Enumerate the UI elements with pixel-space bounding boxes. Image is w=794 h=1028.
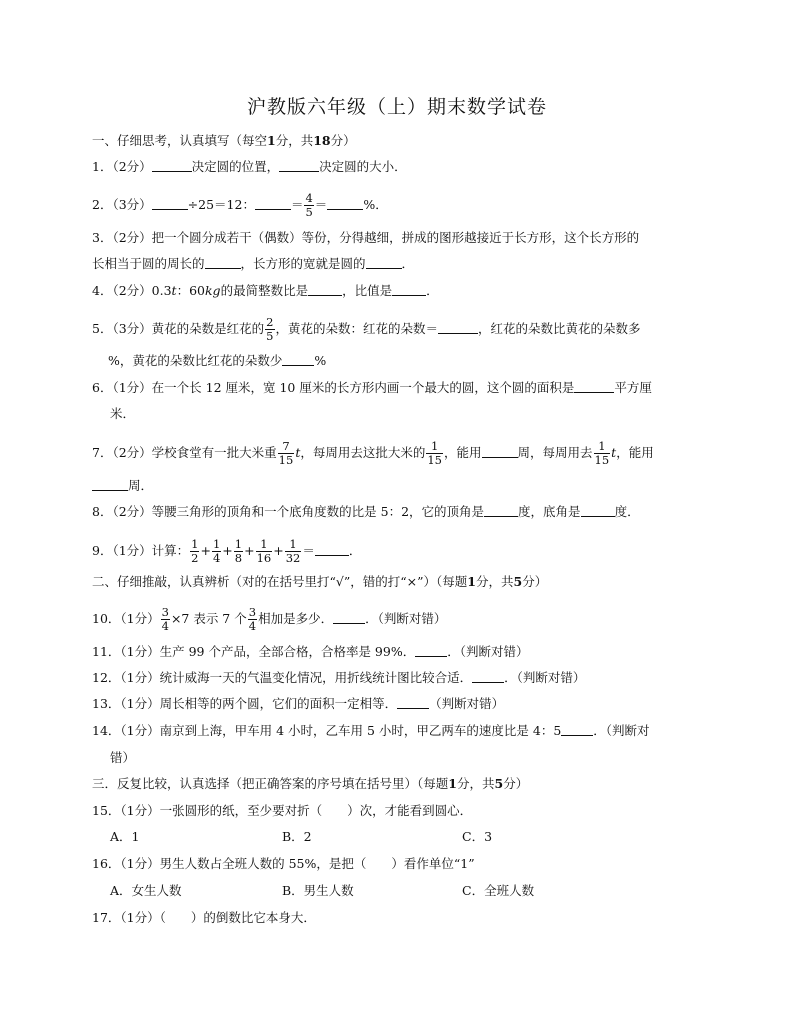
q10-fraction-2 [248, 606, 257, 633]
q2-fraction-num: 4 [305, 191, 313, 205]
q7-text-c: 周，每周用去 [517, 445, 593, 460]
section-1-heading [92, 133, 356, 149]
q3-blank-1[interactable] [205, 256, 241, 269]
q7-blank-1[interactable] [482, 445, 518, 458]
q9-frac4-num: 1 [256, 538, 273, 552]
section-3-text: 三．反复比较，认真选择（把正确答案的序号填在括号里）（每题 [92, 776, 449, 791]
q7-prefix: 7．（2分）学校食堂有一批大米重 [92, 445, 277, 460]
section-1-text-mid: 分，共 [275, 133, 314, 148]
q2-equals: ＝ [290, 197, 304, 212]
q2-fraction-den: 5 [305, 205, 313, 219]
q7-unit-t-2: t [611, 445, 617, 460]
section-1-text-end: 分） [330, 133, 356, 148]
q2-fraction [304, 192, 313, 219]
q1-text-a: 决定圆的位置， [191, 159, 280, 174]
q9-fraction-5 [285, 538, 302, 565]
q4-mid: ：60 [176, 283, 205, 298]
q9-frac2-num: 1 [212, 537, 221, 551]
q10-text-a: ×7 表示 7 个 [170, 611, 247, 626]
q10-frac2-den: 4 [248, 619, 257, 633]
q4-prefix: 4．（2分）0.3 [92, 283, 172, 298]
q13-blank[interactable] [397, 696, 429, 709]
q5-blank-2[interactable] [92, 354, 108, 366]
q7-unit-t: t [295, 445, 301, 460]
question-8 [92, 504, 640, 520]
section-1-text: 一、仔细思考，认真填写（每空 [92, 133, 268, 148]
q5-prefix: 5．（3分）黄花的朵数是红花的 [92, 321, 265, 336]
q15-option-a[interactable]: A．1 [110, 829, 140, 844]
section-2-text: 二、仔细推敲，认真辨析（对的在括号里打“√”，错的打“×”）（每题 [92, 574, 468, 589]
q4-blank-1[interactable] [308, 283, 342, 296]
q3-text-b: ，长方形的宽就是圆的 [240, 256, 366, 271]
q5-text-l2a: %，黄花的朵数比红花的朵数少 [108, 353, 283, 368]
q7-frac2-den: 15 [427, 453, 442, 467]
q5-text-a: ，黄花的朵数：红花的朵数＝ [275, 321, 439, 336]
q7-frac3-num: 1 [594, 440, 611, 454]
section-2-total: 5 [513, 574, 523, 589]
q11-text: 11．（1分）生产 99 个产品，全部合格，合格率是 99%． [92, 644, 416, 659]
q9-prefix: 9．（1分）计算： [92, 543, 190, 558]
q9-plus-4: + [273, 543, 284, 558]
q3-text-a: 长相当于圆的周长的 [92, 256, 205, 271]
section-2-points: 1 [467, 574, 476, 589]
q9-frac1-num: 1 [191, 537, 199, 551]
section-3-text-mid: 分，共 [456, 776, 495, 791]
question-9 [92, 538, 361, 565]
q10-frac1-num: 3 [161, 605, 169, 619]
q2-blank-1[interactable] [152, 197, 188, 210]
section-2-heading [92, 574, 547, 590]
q11-blank[interactable] [415, 644, 447, 657]
q9-fraction-3 [234, 538, 243, 565]
q7-fraction-1 [278, 440, 295, 467]
q5-fraction [265, 316, 274, 343]
q7-text-a: ，每周用去这批大米的 [300, 445, 426, 460]
question-5-line-1 [92, 316, 641, 343]
q3-blank-2[interactable] [366, 256, 402, 269]
section-3-total: 5 [494, 776, 504, 791]
q13-text: 13．（1分）周长相等的两个圆，它们的面积一定相等． [92, 696, 398, 711]
question-14-line-2: 错） [110, 750, 136, 765]
q12-text: 12．（1分）统计威海一天的气温变化情况，用折线统计图比较合适． [92, 670, 473, 685]
q15-option-c[interactable]: C．3 [462, 829, 493, 844]
question-3-line-2 [92, 256, 414, 272]
q4-text-c: ． [426, 283, 439, 298]
q8-text-a: 度，底角是 [518, 504, 581, 519]
q16-option-a[interactable]: A．女生人数 [110, 883, 182, 898]
q4-blank-2[interactable] [392, 283, 426, 296]
q9-fraction-2 [212, 538, 221, 565]
q9-fraction-4 [256, 538, 273, 565]
q2-equals-2: ＝ [314, 197, 328, 212]
q3-text-c: ． [401, 256, 415, 271]
section-1-total: 18 [313, 133, 331, 148]
q6-text: 6．（1分）在一个长 12 厘米，宽 10 厘米的长方形内画一个最大的圆，这个圆的面积是 [92, 380, 575, 395]
q9-end: ． [348, 543, 362, 558]
q8-blank-1[interactable] [484, 504, 518, 517]
q7-fraction-3 [594, 440, 611, 467]
q2-percent: %． [363, 197, 388, 212]
q1-blank-2[interactable] [279, 159, 319, 172]
q7-text-l2: 周． [128, 478, 154, 493]
q2-blank-2[interactable] [255, 197, 291, 210]
q7-frac1-num: 7 [278, 440, 295, 454]
question-7-line-1 [92, 440, 654, 467]
q2-prefix: 2．（3分） [92, 197, 152, 212]
q14-text: 14．（1分）南京到上海，甲车用 4 小时，乙车用 5 小时，甲乙两车的速度比是 4：5 [92, 723, 562, 738]
q2-blank-3[interactable] [327, 197, 363, 210]
question-14-line-1 [92, 723, 650, 739]
q9-equals: ＝ [302, 543, 315, 558]
q10-frac2-num: 3 [248, 605, 257, 619]
q2-text-a: ÷25＝12： [187, 197, 255, 212]
q5-text-b: ，红花的朵数比黄花的朵数多 [478, 321, 641, 336]
q5-blank-1[interactable] [438, 321, 478, 334]
question-16: 16．（1分）男生人数占全班人数的 55%，是把（ ）看作单位“1” [92, 856, 475, 871]
q9-frac5-den: 32 [285, 551, 301, 565]
q16-option-c[interactable]: C．全班人数 [462, 883, 535, 898]
q6-blank[interactable] [574, 380, 614, 393]
q7-text-b: ，能用 [444, 445, 482, 460]
q4-unit-kg: kg [204, 283, 221, 298]
q1-prefix: 1．（2分） [92, 159, 152, 174]
q9-fraction-1 [190, 538, 199, 565]
q7-frac1-den: 15 [278, 453, 294, 467]
q7-fraction-2 [426, 440, 443, 467]
exam-title: 沪教版六年级（上）期末数学试卷 [246, 96, 547, 118]
q7-frac3-den: 15 [594, 453, 610, 467]
q7-blank-2[interactable] [92, 478, 128, 491]
question-10 [92, 606, 446, 633]
q10-fraction-1 [161, 606, 170, 633]
q10-text-b: 相加是多少． [258, 611, 334, 626]
section-3-points: 1 [448, 776, 457, 791]
q9-frac3-den: 8 [234, 551, 243, 565]
q5-fraction-den: 5 [266, 329, 274, 343]
question-11 [92, 644, 528, 660]
q9-frac4-den: 16 [256, 551, 272, 565]
question-13 [92, 696, 504, 712]
question-2 [92, 192, 388, 219]
q8-blank-2[interactable] [581, 504, 615, 517]
q9-plus-1: + [200, 543, 211, 558]
q8-prefix: 8．（2分）等腰三角形的顶角和一个底角度数的比是 5：2，它的顶角是 [92, 504, 485, 519]
q15-option-b[interactable]: B．2 [282, 829, 312, 844]
q9-plus-2: + [222, 543, 233, 558]
q10-prefix: 10．（1分） [92, 611, 160, 626]
question-17: 17．（1分）（ ）的倒数比它本身大． [92, 910, 316, 925]
q9-frac3-num: 1 [234, 537, 243, 551]
q9-blank[interactable] [315, 543, 349, 556]
question-1 [92, 159, 407, 175]
q10-text-c: ．（判断对错） [365, 611, 447, 626]
section-2-text-end: 分） [522, 574, 548, 589]
q10-blank[interactable] [333, 611, 365, 624]
question-7-line-2 [92, 478, 153, 494]
q10-frac1-den: 4 [161, 619, 169, 633]
question-3-line-1: 3．（2分）把一个圆分成若干（偶数）等份，分得越细，拼成的图形越接近于长方形，这个长方形的 [92, 230, 640, 245]
q6-text-b: 平方厘 [614, 380, 652, 395]
q7-text-d: ，能用 [616, 445, 654, 460]
q13-text-b: （判断对错） [429, 696, 505, 711]
section-3-heading [92, 776, 528, 792]
question-4 [92, 283, 439, 299]
section-3-text-end: 分） [503, 776, 529, 791]
q5-fraction-num: 2 [266, 315, 274, 329]
q9-frac1-den: 2 [191, 551, 199, 565]
q7-frac2-num: 1 [426, 440, 443, 454]
question-6-line-2: 米． [110, 406, 136, 421]
question-15: 15．（1分）一张圆形的纸，至少要对折（ ）次，才能看到圆心． [92, 803, 473, 818]
q14-blank[interactable] [561, 723, 593, 736]
q14-text-b: ．（判断对 [593, 723, 650, 738]
question-12 [92, 670, 585, 686]
q5-text-l2b: % [314, 353, 327, 368]
q12-blank[interactable] [472, 670, 504, 683]
q4-text-a: 的最简整数比是 [220, 283, 309, 298]
section-2-text-mid: 分，共 [475, 574, 514, 589]
q8-text-b: 度． [614, 504, 640, 519]
q4-text-b: ，比值是 [342, 283, 393, 298]
section-1-points: 1 [267, 133, 276, 148]
q9-frac5-num: 1 [285, 538, 302, 552]
question-5-line-2 [92, 353, 326, 369]
q1-blank-1[interactable] [152, 159, 192, 172]
q5-blank-3[interactable] [282, 353, 314, 366]
q16-option-b[interactable]: B．男生人数 [282, 883, 354, 898]
q11-text-b: ．（判断对错） [447, 644, 529, 659]
q4-unit-t: t [171, 283, 177, 298]
q1-text-b: 决定圆的大小． [319, 159, 407, 174]
q9-frac2-den: 4 [212, 551, 221, 565]
question-6-line-1 [92, 380, 652, 396]
q9-plus-3: + [244, 543, 255, 558]
q12-text-b: ．（判断对错） [504, 670, 586, 685]
